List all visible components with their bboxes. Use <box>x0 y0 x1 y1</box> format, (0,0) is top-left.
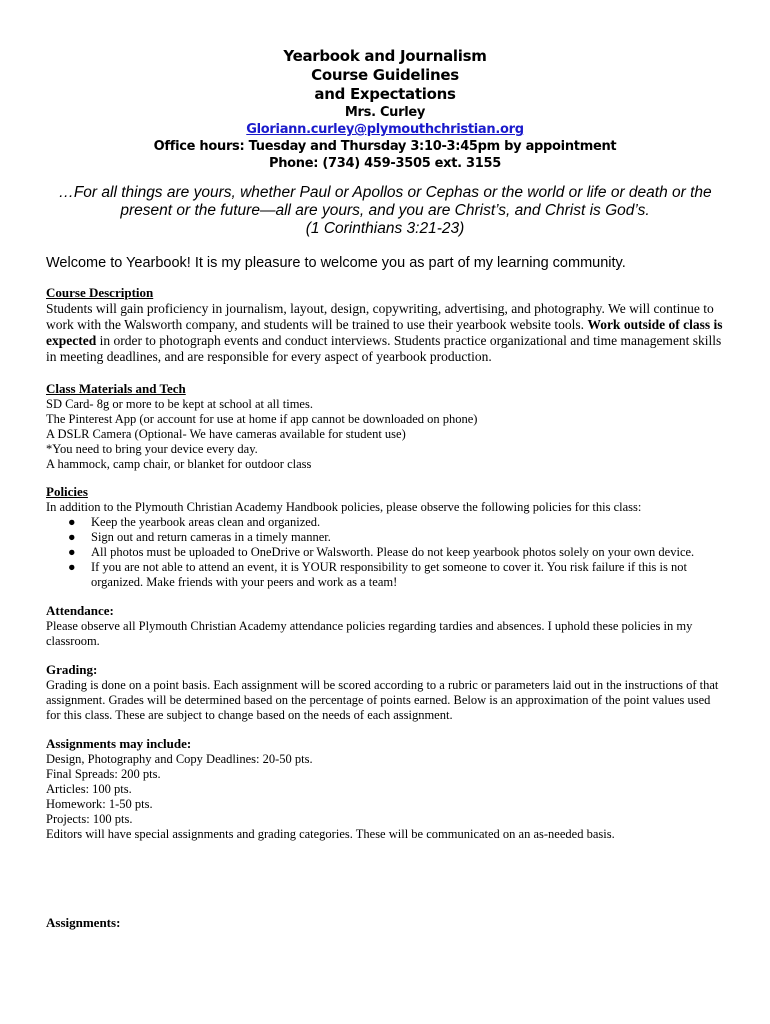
policies-section <box>46 484 726 590</box>
list-item: ● All photos must be uploaded to OneDrive or Walsworth. Please do not keep yearbook photos solely on your own device. <box>68 545 695 559</box>
office-hours: Office hours: Tuesday and Thursday 3:10-3:45pm by appointment <box>153 139 617 154</box>
grading-heading: Grading: <box>46 662 98 677</box>
policies-list <box>46 515 726 590</box>
policies-intro: In addition to the Plymouth Christian Academy Handbook policies, please observe the following policies for this class: <box>46 500 642 514</box>
course-description-heading: Course Description <box>46 285 154 300</box>
assignment-item: Editors will have special assignments and grading categories. These will be communicated on an as-needed basis. <box>46 827 615 841</box>
teacher-name: Mrs. Curley <box>344 105 426 120</box>
assignment-item: Projects: 100 pts. <box>46 812 133 826</box>
materials-item: *You need to bring your device every day. <box>46 442 258 456</box>
list-item: ● Sign out and return cameras in a timely manner. <box>68 530 331 544</box>
course-description-text: Students will gain proficiency in journalism, layout, design, copywriting, advertising, and photography. We will continue to work with the Walsworth company, and students will be trained to use their yearbook website tools. Work outside of class is expected in order to photograph events and conduct interviews. Students practice organizational and time management skills in meeting deadlines, and are responsible for every aspect of yearbook production. <box>46 301 723 364</box>
bullet-icon: ● <box>68 515 76 529</box>
course-title-line-3: and Expectations <box>314 85 456 103</box>
assignment-item: Homework: 1-50 pts. <box>46 797 153 811</box>
materials-section <box>46 381 736 472</box>
assignment-item: Articles: 100 pts. <box>46 782 132 796</box>
welcome-text: Welcome to Yearbook! It is my pleasure to welcome you as part of my learning community. <box>46 255 626 271</box>
bullet-icon: ● <box>68 560 76 574</box>
verse-reference: (1 Corinthians 3:21-23) <box>305 220 465 237</box>
attendance-heading: Attendance: <box>46 603 114 618</box>
verse-line-2: present or the future—all are yours, and you are Christ’s, and Christ is God’s. <box>120 202 650 219</box>
grading-section <box>46 662 726 723</box>
assignments-heading: Assignments: <box>46 915 121 930</box>
phone-number: Phone: (734) 459-3505 ext. 3155 <box>268 156 502 171</box>
verse-line-1: …For all things are yours, whether Paul or Apollos or Cephas or the world or life or death or the <box>58 184 712 201</box>
attendance-text: Please observe all Plymouth Christian Academy attendance policies regarding tardies and absences. I uphold these policies in my classroom. <box>46 619 693 648</box>
attendance-section <box>46 603 726 649</box>
materials-item: A hammock, camp chair, or blanket for outdoor class <box>46 457 312 471</box>
assignments-may-include-section <box>46 736 736 842</box>
bullet-icon: ● <box>68 545 76 559</box>
teacher-email-link[interactable]: Gloriann.curley@plymouthchristian.org <box>246 122 524 137</box>
document-header <box>0 47 770 172</box>
list-item: ● If you are not able to attend an event, it is YOUR responsibility to get someone to cover it. You risk failure if this is not organized. Make friends with your peers and work as a team! <box>68 560 687 589</box>
list-item: ● Keep the yearbook areas clean and organized. <box>68 515 321 529</box>
grading-text: Grading is done on a point basis. Each assignment will be scored according to a rubric or parameters laid out in the instructions of that assignment. Grades will be determined based on the percentage of points earned. Below is an approximation of the point values used for this class. These are subject to change based on the needs of each assignment. <box>46 678 719 722</box>
materials-item: SD Card- 8g or more to be kept at school at all times. <box>46 397 313 411</box>
assignments-may-include-heading: Assignments may include: <box>46 736 192 751</box>
course-title-line-1: Yearbook and Journalism <box>283 47 487 65</box>
materials-item: The Pinterest App (or account for use at home if app cannot be downloaded on phone) <box>46 412 478 426</box>
assignment-item: Final Spreads: 200 pts. <box>46 767 161 781</box>
materials-item: A DSLR Camera (Optional- We have cameras available for student use) <box>46 427 406 441</box>
assignment-item: Design, Photography and Copy Deadlines: 20-50 pts. <box>46 752 313 766</box>
course-description-section <box>46 285 726 365</box>
course-title-line-2: Course Guidelines <box>311 66 459 84</box>
scripture-verse <box>0 184 770 238</box>
policies-heading: Policies <box>46 484 88 499</box>
materials-heading: Class Materials and Tech <box>46 381 186 396</box>
bullet-icon: ● <box>68 530 76 544</box>
work-outside-class-emphasis: Work outside of class is expected <box>46 317 723 348</box>
